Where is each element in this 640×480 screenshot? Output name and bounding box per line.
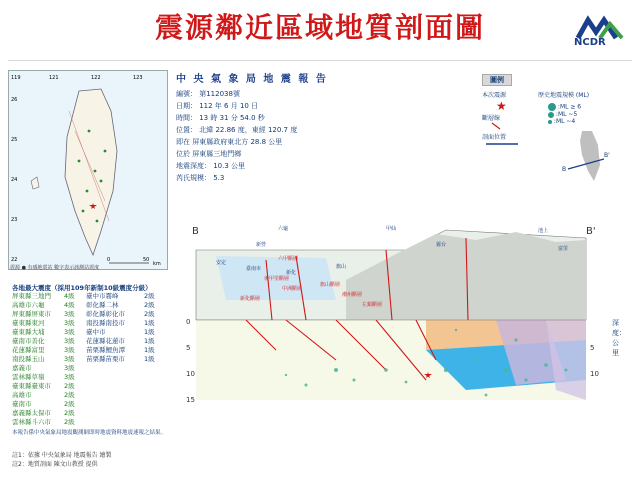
legend-epicenter-label: 本次震源 [482,92,507,99]
svg-text:旗山: 旗山 [336,264,347,270]
intensity-right-name [86,409,144,418]
svg-text:安定: 安定 [216,260,227,266]
svg-text:10: 10 [186,370,195,378]
intensity-right-level [144,373,166,382]
intensity-left-name: 雲林縣斗六市 [12,418,51,426]
hist-ml4: :ML ~4 [553,118,576,125]
svg-text:121: 121 [49,75,59,81]
intensity-table [12,292,182,427]
hist-ml6: :ML ≥ 6 [557,103,582,111]
intensity-left-name: 屏東縣屏東市 [12,310,51,318]
intensity-right-name: 苗栗縣苗栗市 [86,355,125,363]
intensity-note: 本報告係中央氣象局地震觀測網即時地震資料地震速報之結果。 [12,430,167,436]
svg-text:左鎮斷層: 左鎮斷層 [362,302,383,308]
report-position: 位置： 北緯 22.86 度，東經 120.7 度 [176,126,298,134]
svg-text:122: 122 [91,75,101,81]
svg-text:新營: 新營 [256,242,267,248]
report-depth: 地震深度： 10.3 公里 [176,162,246,170]
report-title: 中 央 氣 象 局 地 震 報 告 [176,74,328,85]
svg-text:池上: 池上 [538,228,549,234]
report-position-desc: 即在 屏東縣政府東北方 28.8 公里 [176,138,283,146]
svg-text:潮州斷層: 潮州斷層 [342,292,363,298]
intensity-left-name: 南投縣玉山 [12,355,45,363]
report-time: 時間： 13 時 31 分 54.0 秒 [176,114,265,122]
svg-text:後甲里斷層: 後甲里斷層 [264,276,290,282]
section-line-icon [482,141,522,147]
intensity-row [12,364,182,373]
hist-ml5: :ML ~5 [555,111,578,118]
svg-text:中洲斷層: 中洲斷層 [282,286,303,292]
depth-axis-label: 深度：公里 [612,319,626,357]
intensity-left-level: 2級 [64,400,75,408]
divider [8,60,632,61]
page-title: 震源鄰近區域地質剖面圖 [154,11,485,44]
intensity-left-level: 2級 [64,409,75,417]
intensity-row [12,310,182,319]
intensity-left-name: 嘉義市 [12,364,32,372]
intensity-right-level [144,364,166,373]
intensity-right-name [86,382,144,391]
taiwan-map-icon [9,71,167,269]
svg-text:123: 123 [133,75,143,81]
intensity-right-level: 1級 [144,346,155,354]
intensity-left-level: 3級 [64,346,75,354]
hist-ml6-icon [548,103,556,111]
intensity-right-level: 2級 [144,301,155,309]
intensity-left-level: 3級 [64,373,75,381]
intensity-right-name [86,400,144,409]
intensity-left-level: 3級 [64,364,75,372]
hist-ml4-icon [548,120,552,124]
intensity-row [12,355,182,364]
svg-text:25: 25 [11,137,18,143]
epicenter-map[interactable] [8,70,168,270]
svg-text:5: 5 [590,344,595,352]
svg-text:甲仙: 甲仙 [386,226,397,232]
section-left-label: B [192,226,199,237]
svg-text:15: 15 [186,396,195,404]
svg-text:旗山斷層: 旗山斷層 [320,282,341,288]
intensity-left-name: 臺東縣大埔 [12,328,45,336]
svg-text:臺南市: 臺南市 [246,266,262,272]
intensity-right-name: 苗栗縣鯉魚潭 [86,346,125,354]
intensity-row [12,409,182,418]
intensity-left-level: 3級 [64,337,75,345]
map-legend: 震源 ● 有感地震站 數字表示該測站震度 [10,265,100,271]
intensity-right-level: 1級 [144,337,155,345]
section-right-label: B' [586,226,596,237]
hist-ml5-icon [548,112,554,118]
intensity-right-name: 南投縣南投市 [86,319,125,327]
intensity-left-name: 屏東縣三地門 [12,292,51,300]
report-date: 日期： 112 年 6 月 10 日 [176,102,259,110]
report-located: 位於 屏東縣三地門鄉 [176,150,242,158]
intensity-right-level [144,391,166,400]
intensity-row [12,391,182,400]
intensity-left-name: 臺東縣臺東市 [12,382,51,390]
svg-text:km: km [153,261,161,267]
intensity-right-level [144,418,166,427]
intensity-row [12,400,182,409]
intensity-left-level: 3級 [64,310,75,318]
report-magnitude: 芮氏規模： 5.3 [176,174,225,182]
intensity-right-name: 臺中市霧峰 [86,292,119,300]
intensity-left-name: 高雄市 [12,391,32,399]
intensity-row [12,301,182,310]
epicenter-star-icon: ★ [496,99,507,113]
intensity-row [12,328,182,337]
svg-text:23: 23 [11,217,18,223]
intensity-left-name: 雲林縣草嶺 [12,373,45,381]
intensity-left-name: 臺東縣東河 [12,319,45,327]
intensity-row [12,319,182,328]
legend-panel [482,74,632,234]
svg-text:新化: 新化 [286,270,297,276]
intensity-row [12,418,182,427]
svg-text:新化斷層: 新化斷層 [240,296,261,302]
inset-taiwan-icon [538,125,618,185]
svg-text:119: 119 [11,75,21,81]
intensity-right-level: 1級 [144,328,155,336]
svg-text:富里: 富里 [558,246,569,252]
svg-text:B: B [562,166,567,173]
intensity-left-level: 2級 [64,382,75,390]
intensity-right-name [86,391,144,400]
intensity-row [12,292,182,301]
legend-hist-title: 歷史地震規模 (ML) [538,92,590,99]
intensity-row [12,346,182,355]
intensity-left-level: 3級 [64,328,75,336]
svg-text:0: 0 [186,318,191,326]
intensity-right-level: 2級 [144,292,155,300]
legend-section-label: 剖面位置 [482,134,507,141]
footnotes [12,450,112,468]
intensity-left-name: 臺南市 [12,400,32,408]
intensity-left-name: 嘉義縣太保市 [12,409,51,417]
svg-text:六甲斷層: 六甲斷層 [278,256,299,262]
footnote-1: 註1：依據 中央氣象局 地震報告 繪製 [12,452,112,459]
intensity-right-name [86,418,144,427]
svg-text:10: 10 [590,370,599,378]
svg-text:24: 24 [11,177,18,183]
geologic-section[interactable] [186,220,606,420]
intensity-row [12,373,182,382]
intensity-title: 各地最大震度（採用109年新制10級震度分級） [12,284,152,292]
fault-line-icon [482,122,512,130]
logo-text: NCDR [574,37,606,48]
svg-text:22: 22 [11,257,18,263]
intensity-left-level: 3級 [64,319,75,327]
footnote-2: 註2：地質剖面 陳文山教授 提供 [12,461,98,468]
intensity-left-level: 4級 [64,292,75,300]
svg-text:六龜: 六龜 [278,226,289,232]
intensity-row [12,337,182,346]
legend-head: 圖例 [482,74,512,86]
intensity-left-level: 2級 [64,418,75,426]
intensity-right-level: 2級 [144,310,155,318]
report-number: 編號： 第112038號 [176,90,240,98]
intensity-left-name: 花蓮縣富里 [12,346,45,354]
legend-fault-label: 斷層線 [482,115,501,122]
intensity-right-level: 1級 [144,319,155,327]
svg-text:5: 5 [186,344,191,352]
intensity-right-name: 臺中市 [86,328,106,336]
intensity-right-name [86,373,144,382]
svg-text:50: 50 [143,257,150,263]
intensity-left-level: 2級 [64,391,75,399]
svg-text:26: 26 [11,97,18,103]
intensity-right-level: 1級 [144,355,155,363]
intensity-right-name [86,364,144,373]
intensity-left-name: 高雄市六龜 [12,301,45,309]
intensity-right-name: 彰化縣二林 [86,301,119,309]
intensity-right-name: 花蓮縣花蓮市 [86,337,125,345]
intensity-right-level [144,382,166,391]
intensity-left-name: 臺南市善化 [12,337,45,345]
intensity-row [12,382,182,391]
intensity-right-level [144,409,166,418]
svg-text:霧台: 霧台 [436,242,447,248]
intensity-left-level: 4級 [64,301,75,309]
intensity-right-name: 彰化縣彰化市 [86,310,125,318]
svg-text:B': B' [604,152,610,159]
intensity-right-level [144,400,166,409]
svg-text:0: 0 [107,257,111,263]
intensity-left-level: 3級 [64,355,75,363]
